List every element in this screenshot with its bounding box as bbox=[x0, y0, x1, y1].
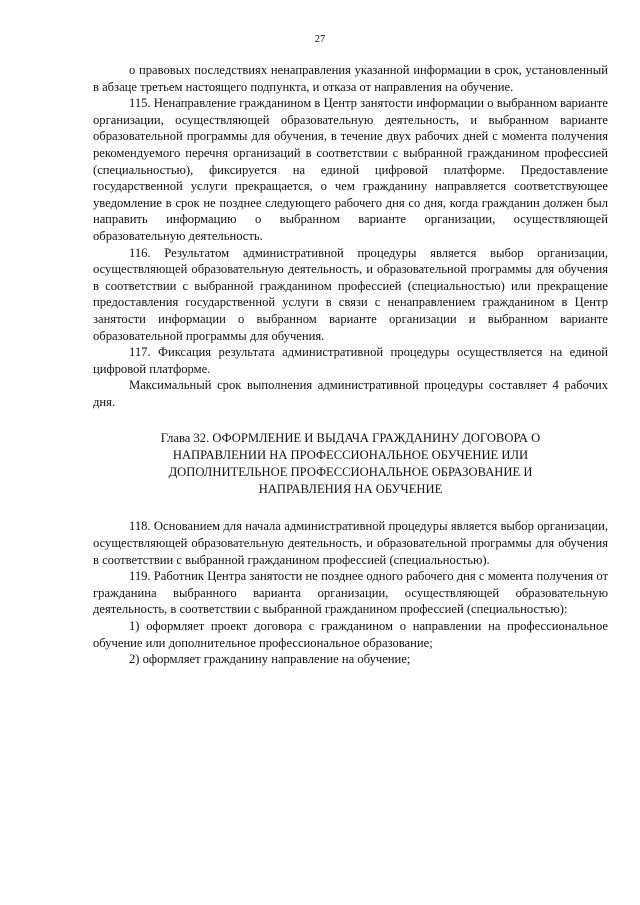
chapter-heading-line: НАПРАВЛЕНИЯ НА ОБУЧЕНИЕ bbox=[258, 482, 443, 497]
page-number: 27 bbox=[314, 34, 326, 45]
paragraph-119: 119. Работник Центра занятости не позднее одного рабочего дня с момента получения от гражданина выбранного варианта организации, осуществляющей образовательную деятельность, в соответствии с выбранной гражданином профессией (специальностью): bbox=[93, 569, 608, 617]
paragraph-118: 118. Основанием для начала административной процедуры является выбор организации, осуществляющей образовательную деятельность, и образовательной программы для обучения в соответствии с выбранной гражданином профессией (специальностью). bbox=[93, 519, 608, 567]
list-item-1: 1) оформляет проект договора с гражданином о направлении на профессиональное обучение или дополнительное профессиональное образование; bbox=[93, 619, 608, 650]
document-body bbox=[93, 62, 608, 668]
paragraph-117: 117. Фиксация результата административной процедуры осуществляется на единой цифровой платформе. bbox=[93, 345, 608, 376]
chapter-heading-line: НАПРАВЛЕНИИ НА ПРОФЕССИОНАЛЬНОЕ ОБУЧЕНИЕ ИЛИ bbox=[172, 448, 529, 463]
paragraph-116: 116. Результатом административной процедуры является выбор организации, осуществляющей образовательную деятельность, и образовательной программы для обучения в соответствии с выбранной гражданином профессией (специальностью) или прекращение предоставления государственной услуги в связи с ненаправлением гражданином в Центр занятости информации о выбранном варианте организации и выбранном варианте образовательной программы для обучения. bbox=[93, 245, 608, 343]
paragraph-max-term: Максимальный срок выполнения административной процедуры составляет 4 рабочих дня. bbox=[93, 378, 608, 409]
chapter-heading-line: ДОПОЛНИТЕЛЬНОЕ ПРОФЕССИОНАЛЬНОЕ ОБРАЗОВАНИЕ И bbox=[168, 465, 533, 480]
paragraph-continuation: о правовых последствиях ненаправления указанной информации в срок, установленный в абзаце третьем настоящего подпункта, и отказа от направления на обучение. bbox=[93, 63, 608, 94]
paragraph-115: 115. Ненаправление гражданином в Центр занятости информации о выбранном варианте организации, осуществляющей образовательную деятельность, и выбранном варианте образовательной программы для обучения, в течение двух рабочих дней с момента получения рекомендуемого перечня организаций в соответствии с выбранной гражданином профессией (специальностью), фиксируется на единой цифровой платформе. Предоставление государственной услуги прекращается, о чем гражданину направляется соответствующее уведомление в срок не позднее следующего рабочего дня со дня, когда гражданин должен был направить информацию о выбранном варианте организации, осуществляющей образовательную деятельность. bbox=[93, 96, 608, 243]
chapter-heading bbox=[93, 430, 608, 498]
chapter-heading-line: Глава 32. ОФОРМЛЕНИЕ И ВЫДАЧА ГРАЖДАНИНУ ДОГОВОРА О bbox=[160, 431, 541, 446]
list-item-2: 2) оформляет гражданину направление на обучение; bbox=[129, 652, 411, 667]
